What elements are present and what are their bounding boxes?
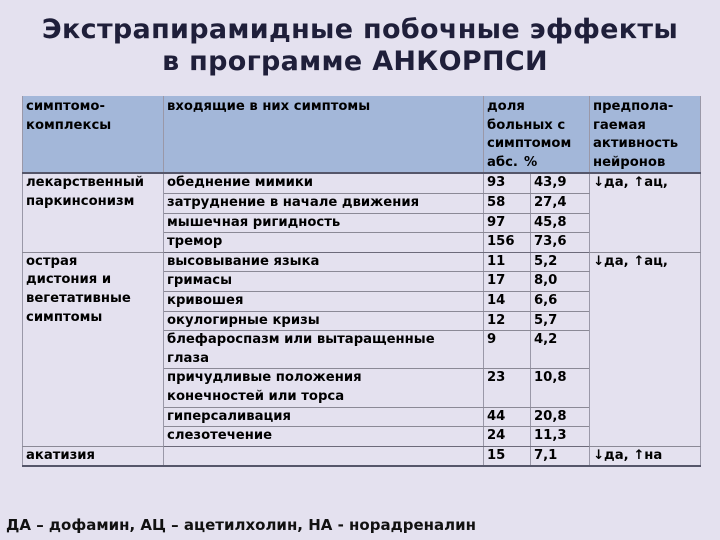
header-share-text: больных с bbox=[487, 117, 566, 133]
abs-count: 44 bbox=[484, 407, 531, 427]
symptom-cell bbox=[164, 173, 484, 193]
symptom-cell bbox=[164, 369, 484, 407]
percent-value: 20,8 bbox=[531, 407, 590, 427]
percent-value: 4,2 bbox=[531, 331, 590, 369]
percent-value: 73,6 bbox=[531, 233, 590, 253]
syndrome-name-line: дистония и bbox=[26, 272, 112, 288]
symptom-cell bbox=[164, 446, 484, 466]
syndrome-name-line: акатизия bbox=[26, 447, 96, 463]
neuron-activity: ↓да, ↑ац, bbox=[590, 252, 701, 446]
symptom-text: блефароспазм или вытаращенные bbox=[167, 332, 435, 348]
symptom-cell bbox=[164, 291, 484, 311]
abs-count: 12 bbox=[484, 311, 531, 331]
percent-value: 43,9 bbox=[531, 173, 590, 193]
header-share-text: симптомом bbox=[487, 136, 572, 152]
header-patient-share bbox=[484, 96, 590, 173]
symptom-text: причудливые положения bbox=[167, 370, 362, 386]
syndrome-name-line: острая bbox=[26, 253, 78, 269]
abs-count: 15 bbox=[484, 446, 531, 466]
syndrome-name-line: паркинсонизм bbox=[26, 193, 135, 209]
syndrome-name bbox=[23, 252, 164, 446]
header-share-text: доля bbox=[487, 99, 525, 114]
symptom-cell bbox=[164, 331, 484, 369]
symptom-cell bbox=[164, 311, 484, 331]
symptom-text: глаза bbox=[167, 350, 210, 366]
header-share-text: абс. bbox=[487, 154, 518, 170]
header-activity-line: активность bbox=[593, 136, 679, 152]
percent-value: 10,8 bbox=[531, 369, 590, 407]
percent-value: 7,1 bbox=[531, 446, 590, 466]
abs-count: 23 bbox=[484, 369, 531, 407]
percent-value: 8,0 bbox=[531, 272, 590, 292]
table-header-row bbox=[23, 96, 701, 173]
header-syndromes bbox=[23, 96, 164, 173]
percent-value: 5,2 bbox=[531, 252, 590, 272]
symptom-text: слезотечение bbox=[167, 428, 273, 444]
symptom-cell bbox=[164, 252, 484, 272]
header-activity-line: предпола- bbox=[593, 99, 674, 114]
side-effects-table bbox=[22, 96, 701, 467]
header-percent: % bbox=[523, 154, 538, 170]
neuron-activity: ↓да, ↑ац, bbox=[590, 173, 701, 252]
symptom-text: кривошея bbox=[167, 292, 244, 308]
neuron-activity: ↓да, ↑на bbox=[590, 446, 701, 466]
symptom-cell bbox=[164, 272, 484, 292]
symptom-text: затруднение в начале движения bbox=[167, 194, 420, 210]
symptom-cell bbox=[164, 407, 484, 427]
syndrome-name-line: лекарственный bbox=[26, 175, 145, 191]
header-share-line bbox=[487, 135, 587, 154]
slide-title bbox=[0, 14, 720, 78]
symptom-text: тремор bbox=[167, 234, 223, 250]
percent-value: 11,3 bbox=[531, 427, 590, 447]
abs-count: 24 bbox=[484, 427, 531, 447]
abs-count: 97 bbox=[484, 213, 531, 233]
abs-count: 17 bbox=[484, 272, 531, 292]
symptom-text: мышечная ригидность bbox=[167, 214, 341, 230]
header-share-line bbox=[487, 117, 587, 136]
symptom-text: гримасы bbox=[167, 273, 232, 289]
symptom-text: высовывание языка bbox=[167, 253, 320, 269]
header-share-line bbox=[487, 98, 587, 117]
title-line-1: Экстрапирамидные побочные эффекты bbox=[41, 14, 679, 45]
header-activity-line: гаемая bbox=[593, 117, 646, 133]
header-syndromes-line: комплексы bbox=[26, 117, 112, 133]
header-neuron-activity bbox=[590, 96, 701, 173]
symptom-text: окулогирные кризы bbox=[167, 312, 320, 328]
percent-value: 27,4 bbox=[531, 193, 590, 213]
abs-count: 9 bbox=[484, 331, 531, 369]
abs-count: 156 bbox=[484, 233, 531, 253]
table-row bbox=[23, 252, 701, 272]
symptom-text: гиперсаливация bbox=[167, 408, 291, 424]
syndrome-name-line: симптомы bbox=[26, 309, 103, 325]
abs-count: 11 bbox=[484, 252, 531, 272]
abbreviations-footnote: ДА – дофамин, АЦ – ацетилхолин, НА - норадреналин bbox=[6, 516, 476, 534]
abs-count: 58 bbox=[484, 193, 531, 213]
syndrome-name bbox=[23, 173, 164, 252]
symptom-cell bbox=[164, 213, 484, 233]
table-row bbox=[23, 446, 701, 466]
table-row bbox=[23, 173, 701, 193]
symptom-cell bbox=[164, 427, 484, 447]
abs-count: 14 bbox=[484, 291, 531, 311]
header-activity-line: нейронов bbox=[593, 154, 666, 170]
title-line-2: в программе АНКОРПСИ bbox=[162, 46, 548, 77]
abs-count: 93 bbox=[484, 173, 531, 193]
header-syndromes-line: симптомо- bbox=[26, 99, 105, 114]
percent-value: 6,6 bbox=[531, 291, 590, 311]
header-share-line bbox=[487, 154, 587, 173]
percent-value: 5,7 bbox=[531, 311, 590, 331]
symptom-cell bbox=[164, 233, 484, 253]
symptom-cell bbox=[164, 193, 484, 213]
percent-value: 45,8 bbox=[531, 213, 590, 233]
syndrome-name-line: вегетативные bbox=[26, 290, 131, 306]
header-symptoms: входящие в них симптомы bbox=[164, 96, 484, 173]
syndrome-name bbox=[23, 446, 164, 466]
symptom-text: обеднение мимики bbox=[167, 175, 314, 191]
symptom-text: конечностей или торса bbox=[167, 388, 345, 404]
